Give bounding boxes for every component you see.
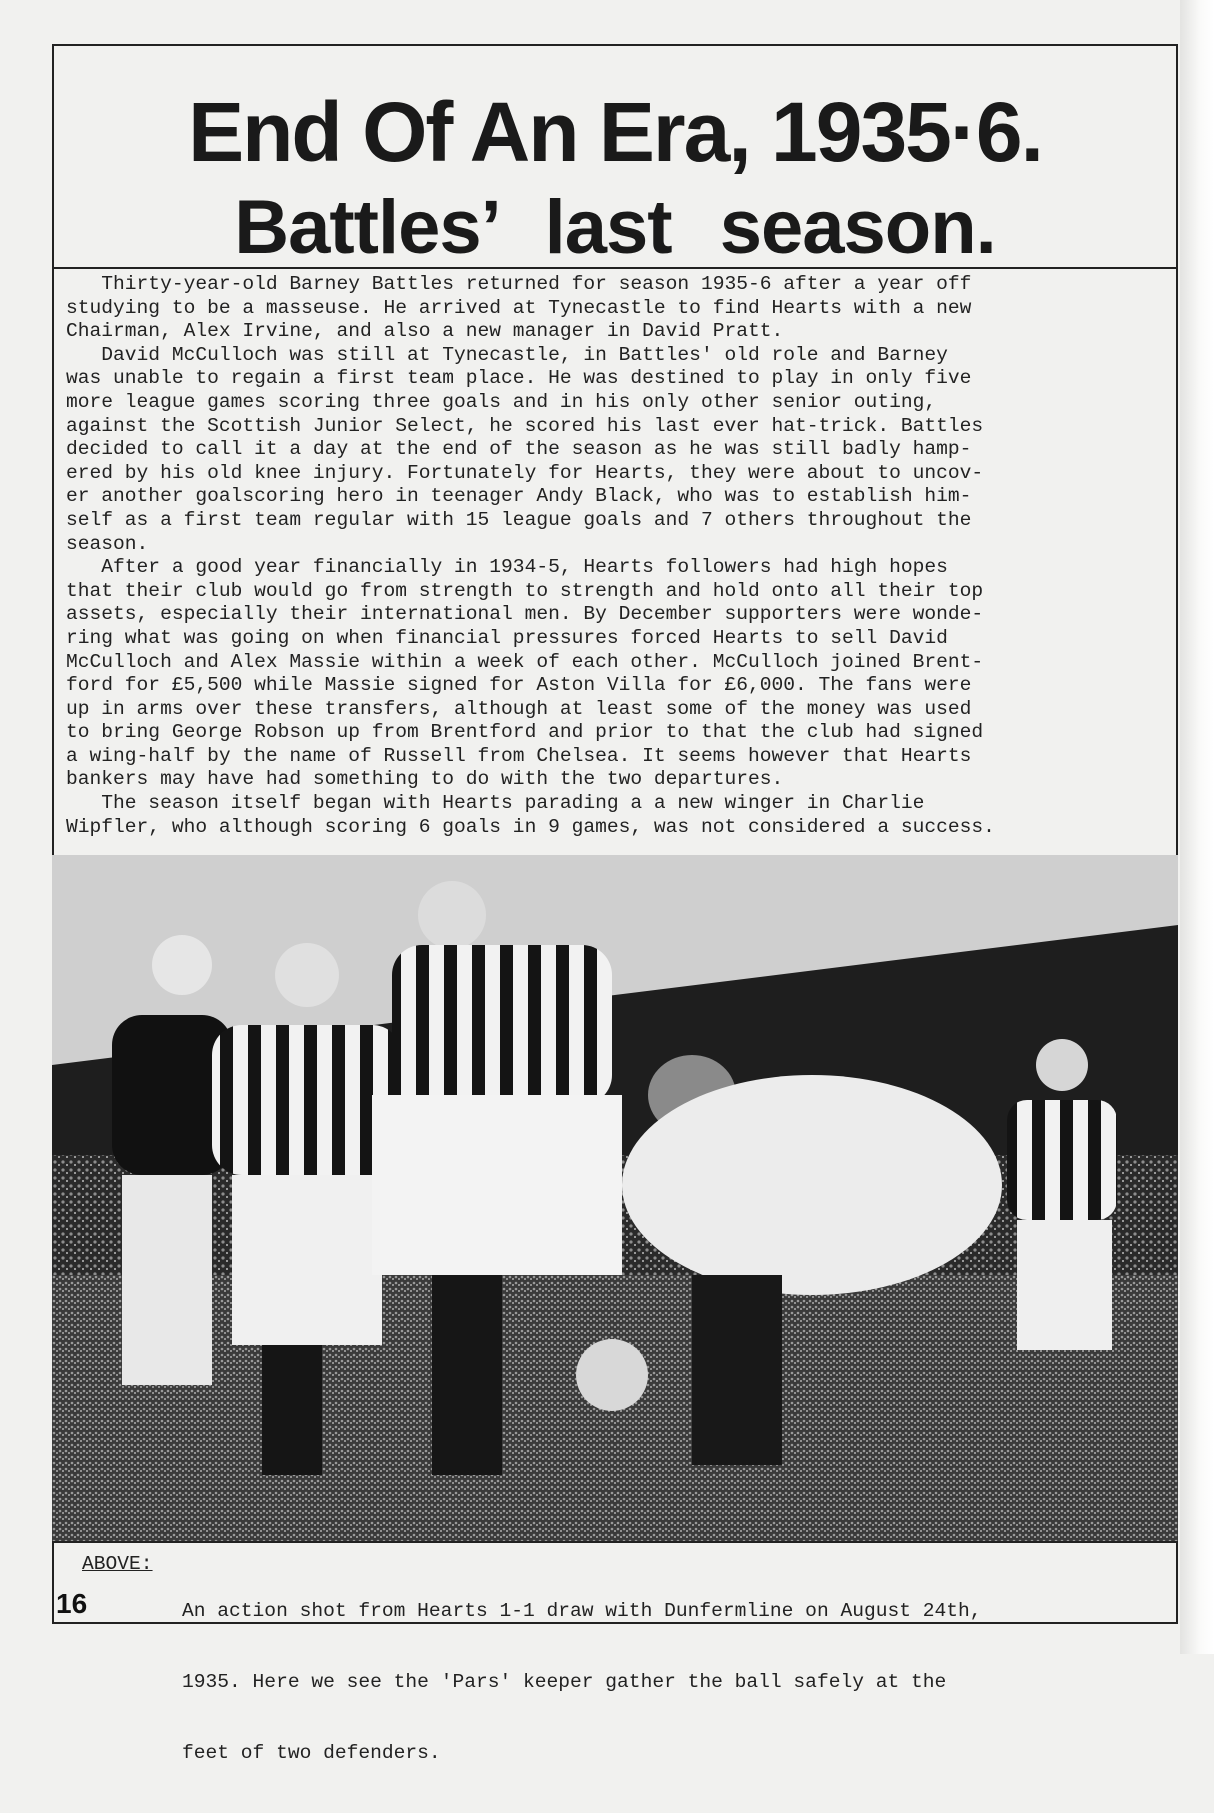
article-line: ring what was going on when financial pressures forced Hearts to sell David — [66, 626, 948, 649]
article-line: Chairman, Alex Irvine, and also a new manager in David Pratt. — [66, 320, 784, 343]
headline-box — [52, 44, 1178, 269]
headline-line-2: Battles’ last season. — [234, 185, 996, 270]
match-photo-illustration — [52, 855, 1178, 1541]
headline-line-1: End Of An Era, 1935·6. — [188, 85, 1042, 179]
article-line: a wing-half by the name of Russell from Chelsea. It seems however that Hearts — [66, 744, 972, 767]
article-line: that their club would go from strength to strength and hold onto all their top — [66, 579, 984, 602]
article-line: up in arms over these transfers, although at least some of the money was used — [66, 697, 972, 720]
article-line: season. — [66, 532, 149, 555]
article-line: was unable to regain a first team place. He was destined to play in only five — [66, 367, 972, 390]
article-body — [66, 273, 1176, 853]
article-line: ered by his old knee injury. Fortunately for Hearts, they were about to uncov- — [66, 461, 984, 484]
page-number: 16 — [56, 1588, 88, 1619]
caption-text — [182, 1553, 1152, 1813]
page-edge-shadow — [1180, 0, 1214, 1654]
article-line: Thirty-year-old Barney Battles returned for season 1935-6 after a year off — [66, 273, 972, 295]
match-photo — [52, 855, 1178, 1541]
caption-line: An action shot from Hearts 1-1 draw with Dunfermline on August 24th, — [182, 1600, 982, 1623]
article-line: McCulloch and Alex Massie within a week of each other. McCulloch joined Brent- — [66, 650, 984, 673]
article-line: against the Scottish Junior Select, he scored his last ever hat-trick. Battles — [66, 414, 984, 437]
caption-line: feet of two defenders. — [182, 1741, 441, 1764]
caption-label: ABOVE: — [82, 1553, 153, 1575]
caption-box — [52, 1541, 1178, 1764]
article-line: After a good year financially in 1934-5, Hearts followers had high hopes — [66, 556, 948, 579]
caption-line: 1935. Here we see the 'Pars' keeper gather the ball safely at the — [182, 1670, 947, 1693]
article-line: decided to call it a day at the end of the season as he was still badly hamp- — [66, 438, 972, 461]
article-line: more league games scoring three goals and in his only other senior outing, — [66, 390, 937, 413]
article-line: assets, especially their international men. By December supporters were wonde- — [66, 603, 984, 626]
article-line: Wipfler, who although scoring 6 goals in 9 games, was not considered a success. — [66, 815, 995, 838]
article-line: The season itself began with Hearts parading a a new winger in Charlie — [66, 792, 925, 815]
article-line: studying to be a masseuse. He arrived at Tynecastle to find Hearts with a new — [66, 296, 972, 319]
article-line: to bring George Robson up from Brentford and prior to that the club had signed — [66, 721, 984, 744]
article-line: bankers may have had something to do with the two departures. — [66, 768, 784, 791]
article-line: ford for £5,500 while Massie signed for Aston Villa for £6,000. The fans were — [66, 674, 972, 697]
article-line: self as a first team regular with 15 league goals and 7 others throughout the — [66, 508, 972, 531]
article-line: er another goalscoring hero in teenager Andy Black, who was to establish him- — [66, 485, 972, 508]
article-line: David McCulloch was still at Tynecastle, in Battles' old role and Barney — [66, 343, 948, 366]
